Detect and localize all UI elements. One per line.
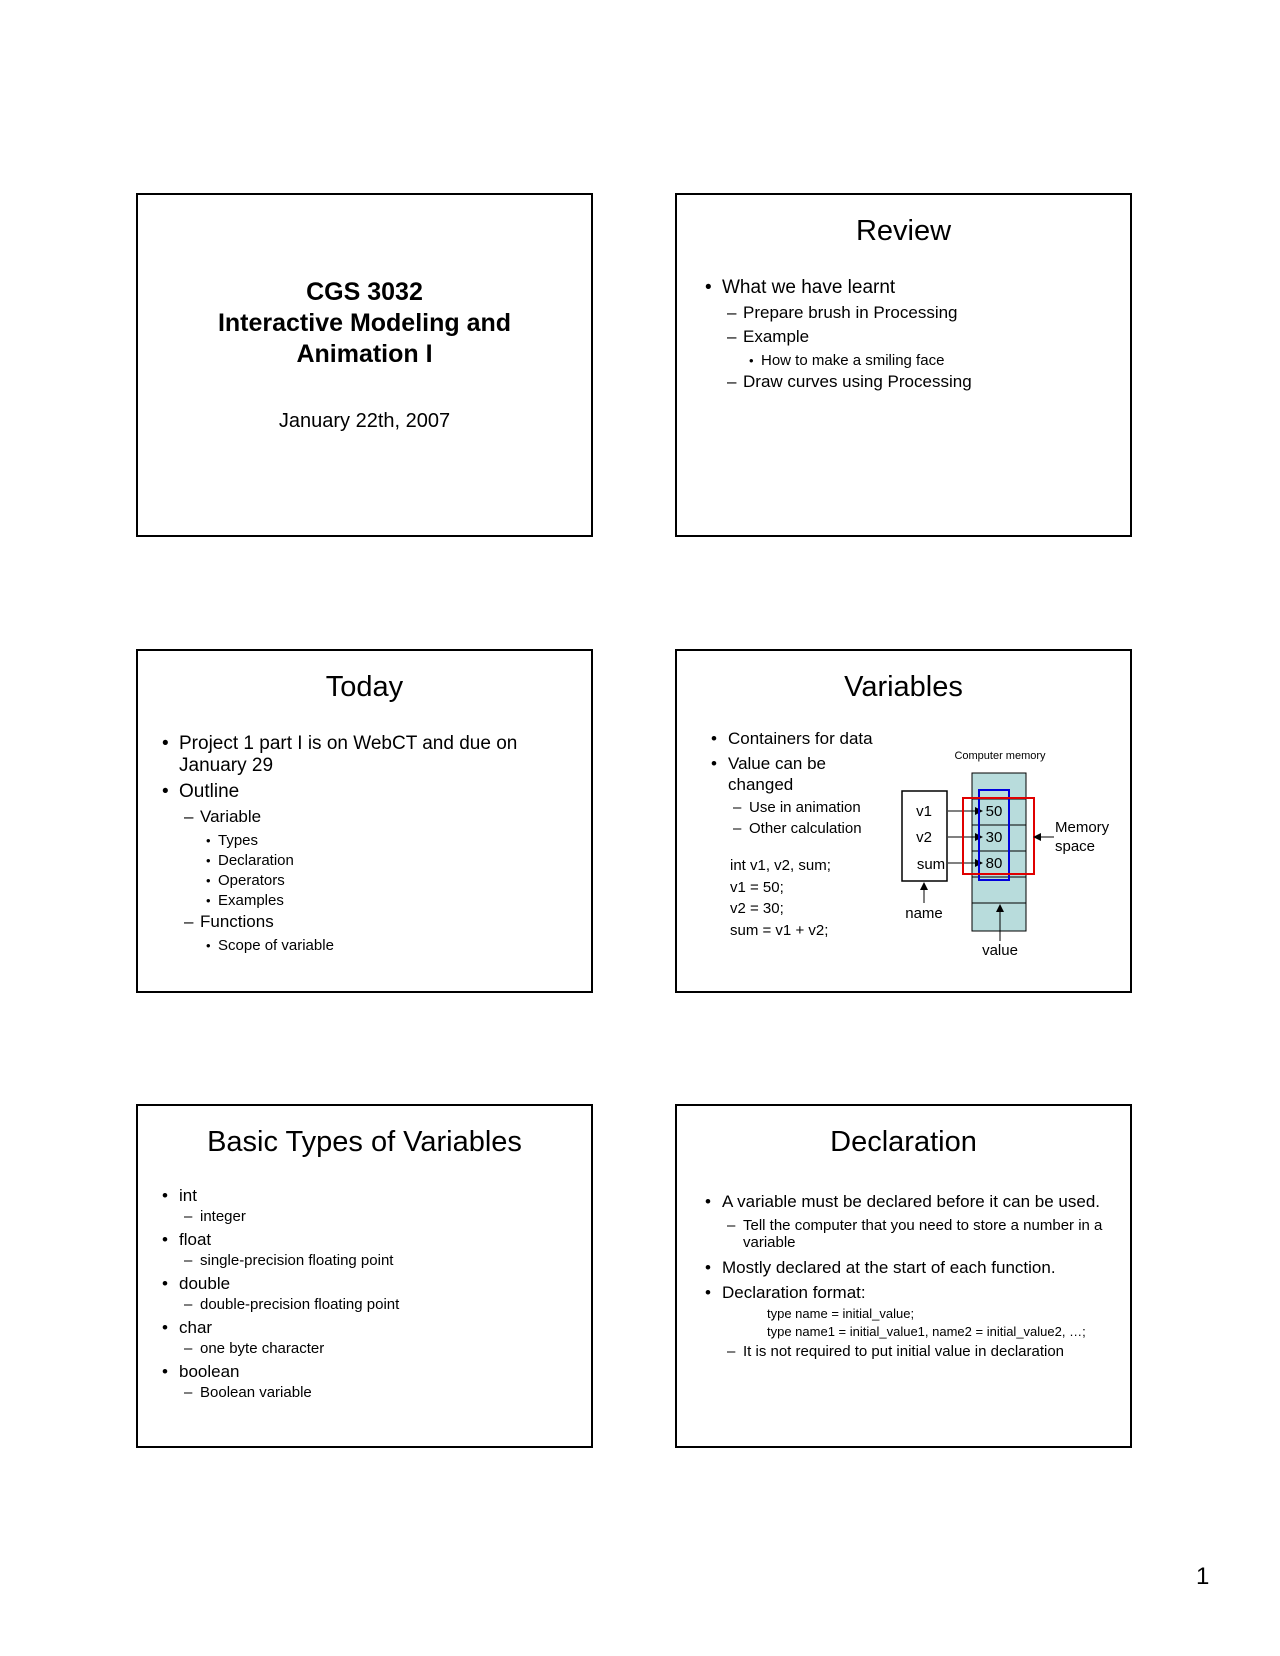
course-title (138, 277, 591, 370)
list-item: – Use in animation (733, 799, 891, 817)
list-item: • How to make a smiling face (749, 351, 1115, 370)
bullet-list (705, 277, 1115, 396)
course-title-line: CGS 3032 (306, 278, 423, 306)
slide-basic-types (136, 1104, 593, 1448)
page-number: 1 (1196, 1563, 1210, 1590)
list-item: • float (162, 1229, 572, 1250)
slide-heading: Basic Types of Variables (207, 1126, 522, 1158)
list-item: • Examples (206, 891, 572, 910)
list-item: – single-precision floating point (184, 1251, 572, 1270)
memory-value: 30 (985, 829, 1003, 846)
slide-declaration (675, 1104, 1132, 1448)
list-item: • Operators (206, 871, 572, 890)
declaration-format-code: type name = initial_value; (767, 1306, 915, 1321)
list-item: • char (162, 1317, 572, 1338)
list-item: – Example (727, 327, 1115, 347)
lecture-date: January 22th, 2007 (278, 410, 451, 432)
list-item: – one byte character (184, 1339, 572, 1358)
slide-heading: Today (325, 671, 404, 703)
list-item: – double-precision floating point (184, 1295, 572, 1314)
list-item: • boolean (162, 1361, 572, 1382)
list-item: – Prepare brush in Processing (727, 303, 1115, 323)
list-item: – It is not required to put initial value in declaration (727, 1343, 1105, 1360)
value-label: value (982, 942, 1018, 959)
name-label: name (905, 905, 943, 922)
list-item: • int (162, 1185, 572, 1206)
list-item: • Types (206, 831, 572, 850)
list-item: • Scope of variable (206, 936, 572, 955)
slide-review (675, 193, 1132, 537)
list-item: – Tell the computer that you need to store a number in a variable (727, 1217, 1105, 1251)
slide-variables (675, 649, 1132, 993)
memory-value: 80 (985, 855, 1003, 872)
slide-heading: Declaration (830, 1126, 977, 1158)
memory-label: Computer memory (954, 750, 1046, 762)
list-item: • Outline (162, 781, 572, 803)
list-item: – Variable (184, 807, 572, 827)
memory-diagram (677, 651, 1130, 991)
bullet-list (162, 733, 572, 957)
list-item: • Mostly declared at the start of each function. (705, 1257, 1105, 1278)
list-item: – Draw curves using Processing (727, 372, 1115, 392)
bullet-list (162, 1185, 572, 1405)
slide-today (136, 649, 593, 993)
list-item: – Other calculation (733, 820, 891, 838)
memory-space-label: Memory (1055, 819, 1110, 836)
bullet-list (705, 1191, 1105, 1366)
list-item: – Functions (184, 912, 572, 932)
memory-column (972, 773, 1026, 931)
declaration-format-code: type name1 = initial_value1, name2 = initial_value2, …; (767, 1324, 1086, 1339)
list-item: – integer (184, 1207, 572, 1226)
variable-name: v2 (916, 829, 932, 846)
slide-heading: Variables (844, 671, 963, 703)
code-line: sum = v1 + v2; (730, 921, 829, 939)
variable-name: v1 (916, 803, 932, 820)
memory-space-label: space (1055, 838, 1096, 855)
code-line: v1 = 50; (730, 878, 784, 896)
list-item: • Declaration (206, 851, 572, 870)
course-title-line: Animation I (296, 340, 433, 368)
memory-value: 50 (985, 803, 1003, 820)
list-item: • Declaration format: (705, 1282, 1105, 1303)
slide-title (136, 193, 593, 537)
list-item: • What we have learnt (705, 277, 1115, 299)
list-item: – Boolean variable (184, 1383, 572, 1402)
code-line: int v1, v2, sum; (730, 857, 831, 874)
list-item: • double (162, 1273, 572, 1294)
list-item: • Containers for data (711, 728, 891, 749)
code-line: v2 = 30; (730, 900, 784, 917)
slide-heading: Review (855, 215, 952, 247)
list-item: • Value can be changed (711, 753, 891, 795)
course-title-line: Interactive Modeling and (217, 309, 512, 337)
list-item: • Project 1 part I is on WebCT and due on January 29 (162, 733, 572, 777)
variable-name: sum (916, 856, 946, 873)
list-item: • A variable must be declared before it can be used. (705, 1191, 1105, 1213)
